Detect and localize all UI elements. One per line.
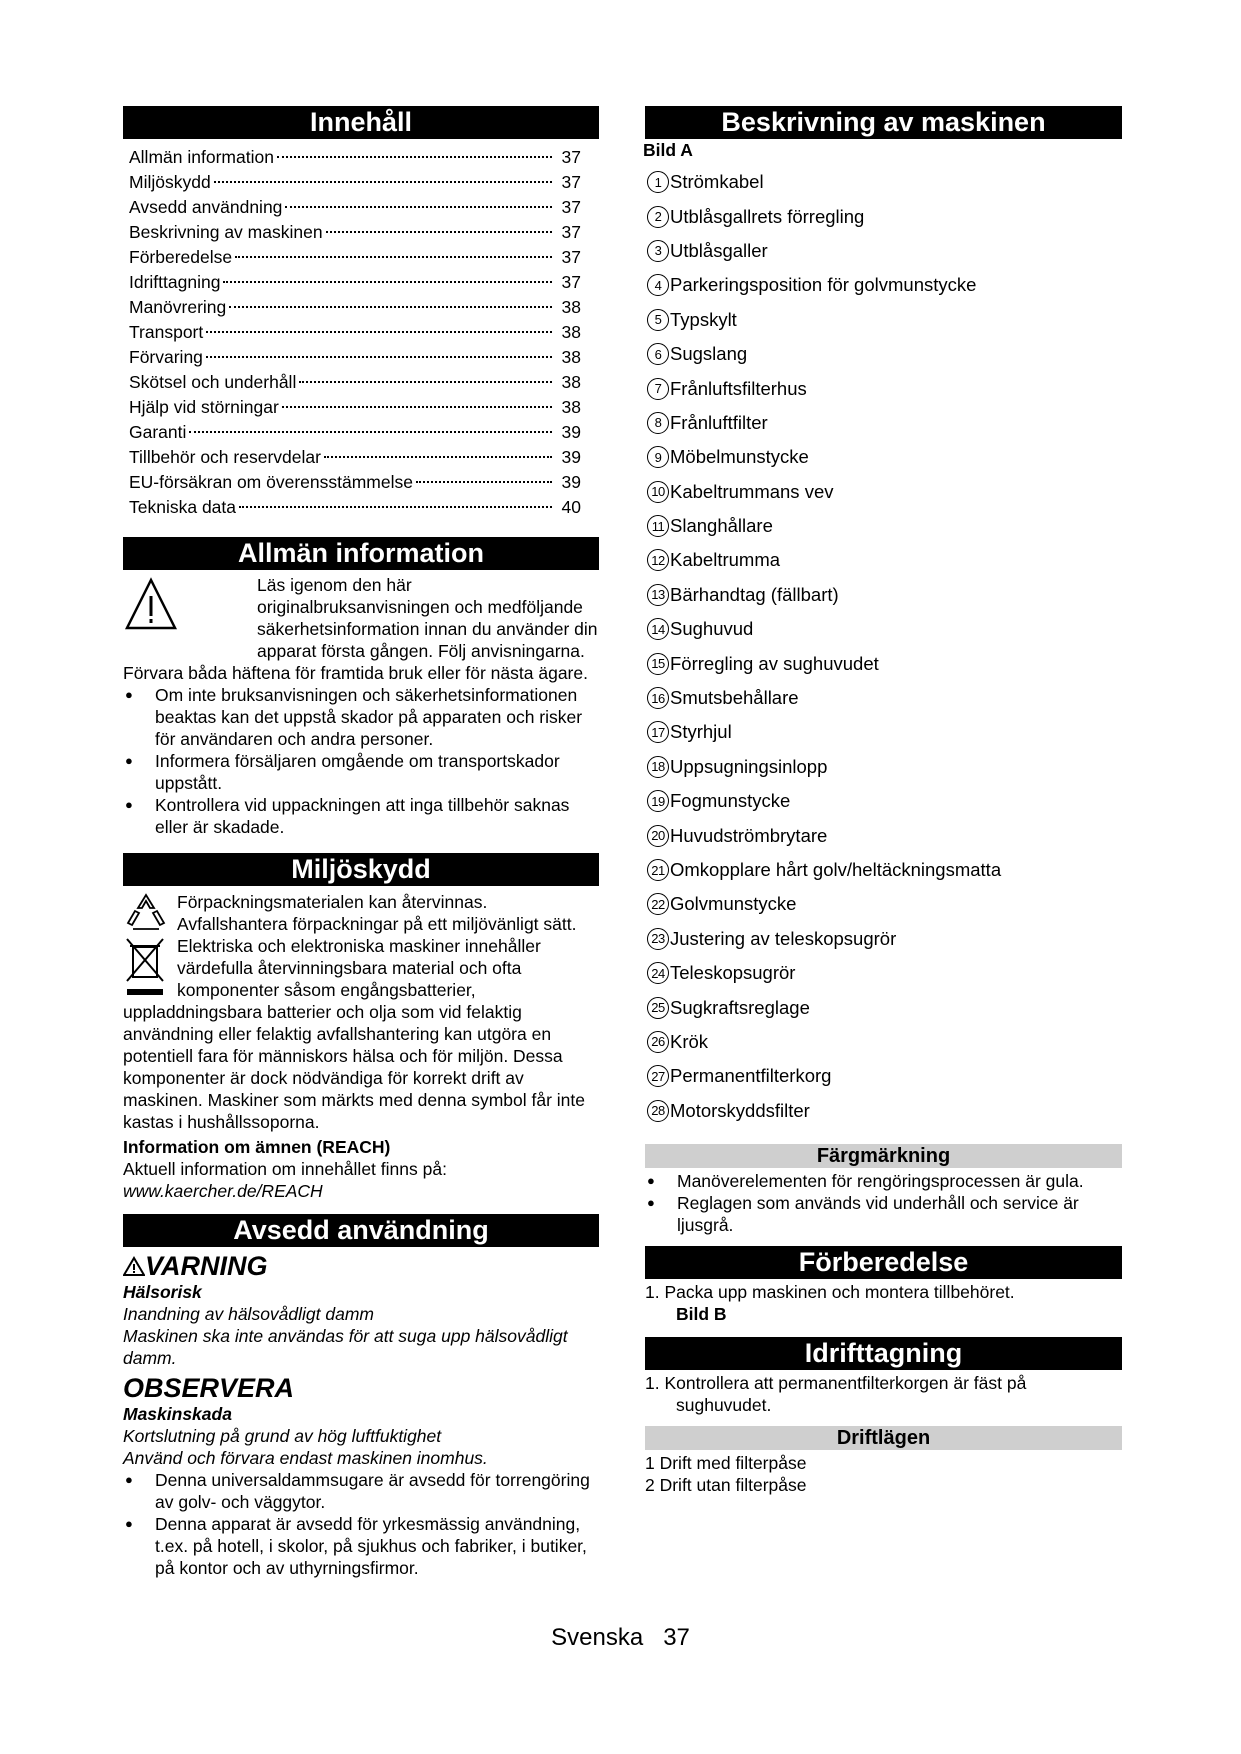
toc-heading: Innehåll: [123, 106, 599, 139]
intended-use-heading: Avsedd användning: [123, 1214, 599, 1247]
list-item: 8 Frånluftfilter: [645, 406, 1122, 440]
parts-list: [645, 165, 1122, 1128]
color-coding-heading: Färgmärkning: [645, 1144, 1122, 1168]
warning-line-1: Inandning av hälsovådligt damm: [123, 1304, 374, 1324]
general-intro: Läs igenom den här originalbruksanvisningen och medföljande säkerhetsinformation innan du använder din apparat första gången. Följ anvisningarna.: [257, 575, 598, 661]
warning-label: VARNING: [123, 1251, 599, 1281]
startup-heading: Idrifttagning: [645, 1337, 1122, 1370]
toc-item[interactable]: Tillbehör och reservdelar 39: [129, 447, 581, 467]
list-item: 1 Strömkabel: [645, 165, 1122, 199]
list-item: 5 Typskylt: [645, 303, 1122, 337]
preparation-step-1: 1. Packa upp maskinen och montera tillbehöret.: [645, 1281, 1015, 1302]
warning-triangle-icon: [123, 574, 249, 638]
page-footer: [0, 1624, 1241, 1652]
environment-heading: Miljöskydd: [123, 853, 599, 886]
toc-item[interactable]: Allmän information 37: [129, 147, 581, 167]
list-item: 28 Motorskyddsfilter: [645, 1094, 1122, 1128]
list-item: ● Denna universaldammsugare är avsedd för torrengöring av golv- och väggytor.: [123, 1469, 599, 1513]
toc-item[interactable]: Idrifttagning 37: [129, 272, 581, 292]
list-item: 13 Bärhandtag (fällbart): [645, 578, 1122, 612]
toc-item[interactable]: Skötsel och underhåll 38: [129, 372, 581, 392]
toc-item[interactable]: Transport 38: [129, 322, 581, 342]
list-item: 25 Sugkraftsreglage: [645, 990, 1122, 1024]
machine-heading: Beskrivning av maskinen: [645, 106, 1122, 139]
crossed-bin-icon: [123, 935, 169, 999]
figure-a-label: Bild A: [643, 140, 693, 160]
list-item: ● Denna apparat är avsedd för yrkesmässig användning, t.ex. på hotell, i skolor, på sjukhus och fabriker, i butiker, på kontor och av uthyrningsfirmor.: [123, 1513, 599, 1579]
reach-title: Information om ämnen (REACH): [123, 1137, 391, 1157]
list-item: 15 Förregling av sughuvudet: [645, 646, 1122, 680]
footer-language: Svenska: [551, 1624, 644, 1651]
intended-use-section: [123, 1251, 599, 1579]
recycle-text: Förpackningsmaterialen kan återvinnas. Avfallshantera förpackningar på ett miljövänligt sätt.: [177, 892, 577, 934]
toc-item[interactable]: Manövrering 38: [129, 297, 581, 317]
list-item: 20 Huvudströmbrytare: [645, 818, 1122, 852]
list-item: 9 Möbelmunstycke: [645, 440, 1122, 474]
general-keep: Förvara båda häftena för framtida bruk eller för nästa ägare.: [123, 663, 588, 683]
notice-label: OBSERVERA: [123, 1373, 295, 1403]
list-item: 22 Golvmunstycke: [645, 887, 1122, 921]
reach-info: Aktuell information om innehållet finns på: www.kaercher.de/REACH: [123, 1159, 447, 1201]
list-item: 6 Sugslang: [645, 337, 1122, 371]
list-item: 14 Sughuvud: [645, 612, 1122, 646]
toc-item[interactable]: Förvaring 38: [129, 347, 581, 367]
page-number: 37: [663, 1624, 690, 1651]
list-item: ● Om inte bruksanvisningen och säkerhetsinformationen beaktas kan det uppstå skador på apparaten och risker för användaren och andra personer.: [123, 684, 599, 750]
toc-item[interactable]: Beskrivning av maskinen 37: [129, 222, 581, 242]
list-item: ● Informera försäljaren omgående om transportskador uppstått.: [123, 750, 599, 794]
warning-subtitle: Hälsorisk: [123, 1282, 202, 1302]
list-item: 19 Fogmunstycke: [645, 784, 1122, 818]
toc-item[interactable]: Avsedd användning 37: [129, 197, 581, 217]
toc-item[interactable]: Tekniska data 40: [129, 497, 581, 517]
warning-icon: [123, 1256, 145, 1276]
startup-step-1: 1. Kontrollera att permanentfilterkorgen är fäst på sughuvudet.: [645, 1372, 1027, 1415]
list-item: 16 Smutsbehållare: [645, 681, 1122, 715]
intended-use-bullets: [123, 1469, 599, 1579]
toc-item[interactable]: Förberedelse 37: [129, 247, 581, 267]
general-info-section: [123, 574, 599, 838]
list-item: 27 Permanentfilterkorg: [645, 1059, 1122, 1093]
environment-section: [123, 891, 599, 1202]
list-item: 21 Omkopplare hårt golv/heltäckningsmatta: [645, 853, 1122, 887]
notice-line-1: Kortslutning på grund av hög luftfuktighet: [123, 1426, 442, 1446]
general-bullets: [123, 684, 599, 838]
toc-item[interactable]: Miljöskydd 37: [129, 172, 581, 192]
operating-modes-heading: Driftlägen: [645, 1426, 1122, 1450]
list-item: 2 Utblåsgallrets förregling: [645, 199, 1122, 233]
list-item: ● Reglagen som används vid underhåll och service är ljusgrå.: [645, 1192, 1122, 1236]
list-item: 4 Parkeringsposition för golvmunstycke: [645, 268, 1122, 302]
general-info-heading: Allmän information: [123, 537, 599, 570]
table-of-contents: [129, 145, 581, 520]
list-item: ● Manöverelementen för rengöringsprocessen är gula.: [645, 1170, 1122, 1192]
weee-text: Elektriska och elektroniska maskiner innehåller värdefulla återvinningsbara material och ofta komponenter såsom engångsbatterier, uppladdningsbara batterier och olja som vid felaktig användning eller felaktig avfallshantering kan utgöra en potentiell fara för människors hälsa och för miljön. Dessa komponenter är dock nödvändiga för korrekt drift av maskinen. Maskiner som märkts med denna symbol får inte kastas i hushållssoporna.: [123, 936, 585, 1132]
warning-and-manual-icons: [123, 574, 249, 643]
list-item: 7 Frånluftsfilterhus: [645, 371, 1122, 405]
reach-link[interactable]: www.kaercher.de/REACH: [123, 1181, 323, 1201]
list-item: 17 Styrhjul: [645, 715, 1122, 749]
warning-line-2: Maskinen ska inte användas för att suga upp hälsovådligt damm.: [123, 1326, 568, 1368]
notice-line-2: Använd och förvara endast maskinen inomhus.: [123, 1448, 488, 1468]
list-item: 12 Kabeltrumma: [645, 543, 1122, 577]
recycling-icon: [123, 891, 169, 935]
list-item: ● Kontrollera vid uppackningen att inga tillbehör saknas eller är skadade.: [123, 794, 599, 838]
list-item: 23 Justering av teleskopsugrör: [645, 922, 1122, 956]
list-item: 26 Krök: [645, 1025, 1122, 1059]
preparation-heading: Förberedelse: [645, 1246, 1122, 1279]
list-item: 24 Teleskopsugrör: [645, 956, 1122, 990]
figure-b-label: Bild B: [676, 1303, 727, 1324]
toc-item[interactable]: EU-försäkran om överensstämmelse 39: [129, 472, 581, 492]
list-item: 3 Utblåsgaller: [645, 234, 1122, 268]
list-item: 18 Uppsugningsinlopp: [645, 750, 1122, 784]
toc-item[interactable]: Hjälp vid störningar 38: [129, 397, 581, 417]
list-item: 10 Kabeltrummans vev: [645, 475, 1122, 509]
right-column: [645, 106, 1122, 1496]
notice-subtitle: Maskinskada: [123, 1404, 232, 1424]
left-column: [123, 106, 599, 1579]
color-coding-bullets: [645, 1170, 1122, 1236]
toc-item[interactable]: Garanti 39: [129, 422, 581, 442]
operating-mode-2: 2 Drift utan filterpåse: [645, 1474, 807, 1495]
operating-mode-1: 1 Drift med filterpåse: [645, 1452, 807, 1473]
list-item: 11 Slanghållare: [645, 509, 1122, 543]
